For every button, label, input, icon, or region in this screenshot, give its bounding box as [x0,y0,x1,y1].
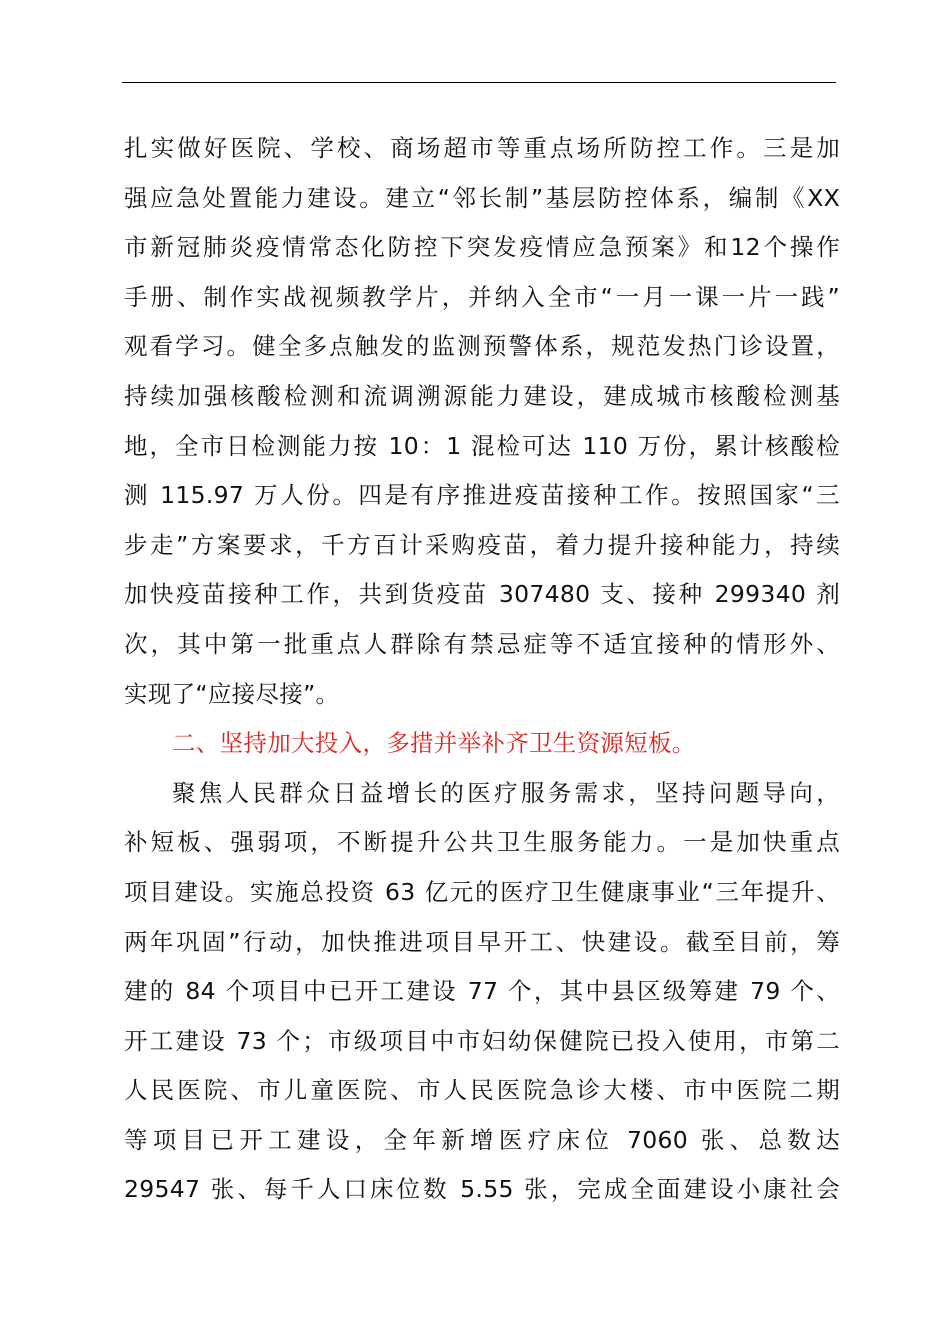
text-line: 扎实做好医院、学校、商场超市等重点场所防控工作。三是加 [124,134,840,162]
text-line: 次，其中第一批重点人群除有禁忌症等不适宜接种的情形外、 [124,629,840,658]
text-line: 建的 84 个项目中已开工建设 77 个，其中县区级筹建 79 个、 [124,977,840,1006]
text-line: 市新冠肺炎疫情常态化防控下突发疫情应急预案》和12个操作 [124,233,840,262]
text-line: 补短板、强弱项，不断提升公共卫生服务能力。一是加快重点 [124,828,840,857]
section-heading: 二、坚持加大投入，多措并举补齐卫生资源短板。 [172,729,696,758]
text-line: 人民医院、市儿童医院、市人民医院急诊大楼、市中医院二期 [124,1076,840,1105]
text-line: 加快疫苗接种工作，共到货疫苗 307480 支、接种 299340 剂 [124,580,840,609]
text-line: 等项目已开工建设，全年新增医疗床位 7060 张、总数达 [124,1125,840,1154]
text-line: 手册、制作实战视频教学片，并纳入全市“一月一课一片一践” [124,282,840,311]
text-line: 地，全市日检测能力按 10：1 混检可达 110 万份，累计核酸检 [124,431,840,460]
text-line: 观看学习。健全多点触发的监测预警体系，规范发热门诊设置， [124,332,840,361]
body-text [124,124,840,1215]
text-line: 两年巩固”行动，加快推进项目早开工、快建设。截至目前，筹 [124,927,840,956]
text-line: 强应急处置能力建设。建立“邻长制”基层防控体系，编制《XX [124,183,840,212]
text-line: 聚焦人民群众日益增长的医疗服务需求，坚持问题导向， [172,778,840,807]
text-line: 测 115.97 万人份。四是有序推进疫苗接种工作。按照国家“三 [124,481,840,510]
text-line: 项目建设。实施总投资 63 亿元的医疗卫生健康事业“三年提升、 [124,877,840,906]
text-line: 持续加强核酸检测和流调溯源能力建设，建成城市核酸检测基 [124,381,840,410]
text-line: 步走”方案要求，千方百计采购疫苗，着力提升接种能力，持续 [124,530,840,559]
text-line: 29547 张、每千人口床位数 5.55 张，完成全面建设小康社会 [124,1175,840,1204]
header-rule [122,82,836,83]
text-line: 开工建设 73 个；市级项目中市妇幼保健院已投入使用，市第二 [124,1026,840,1055]
text-line: 实现了“应接尽接”。 [124,679,340,708]
